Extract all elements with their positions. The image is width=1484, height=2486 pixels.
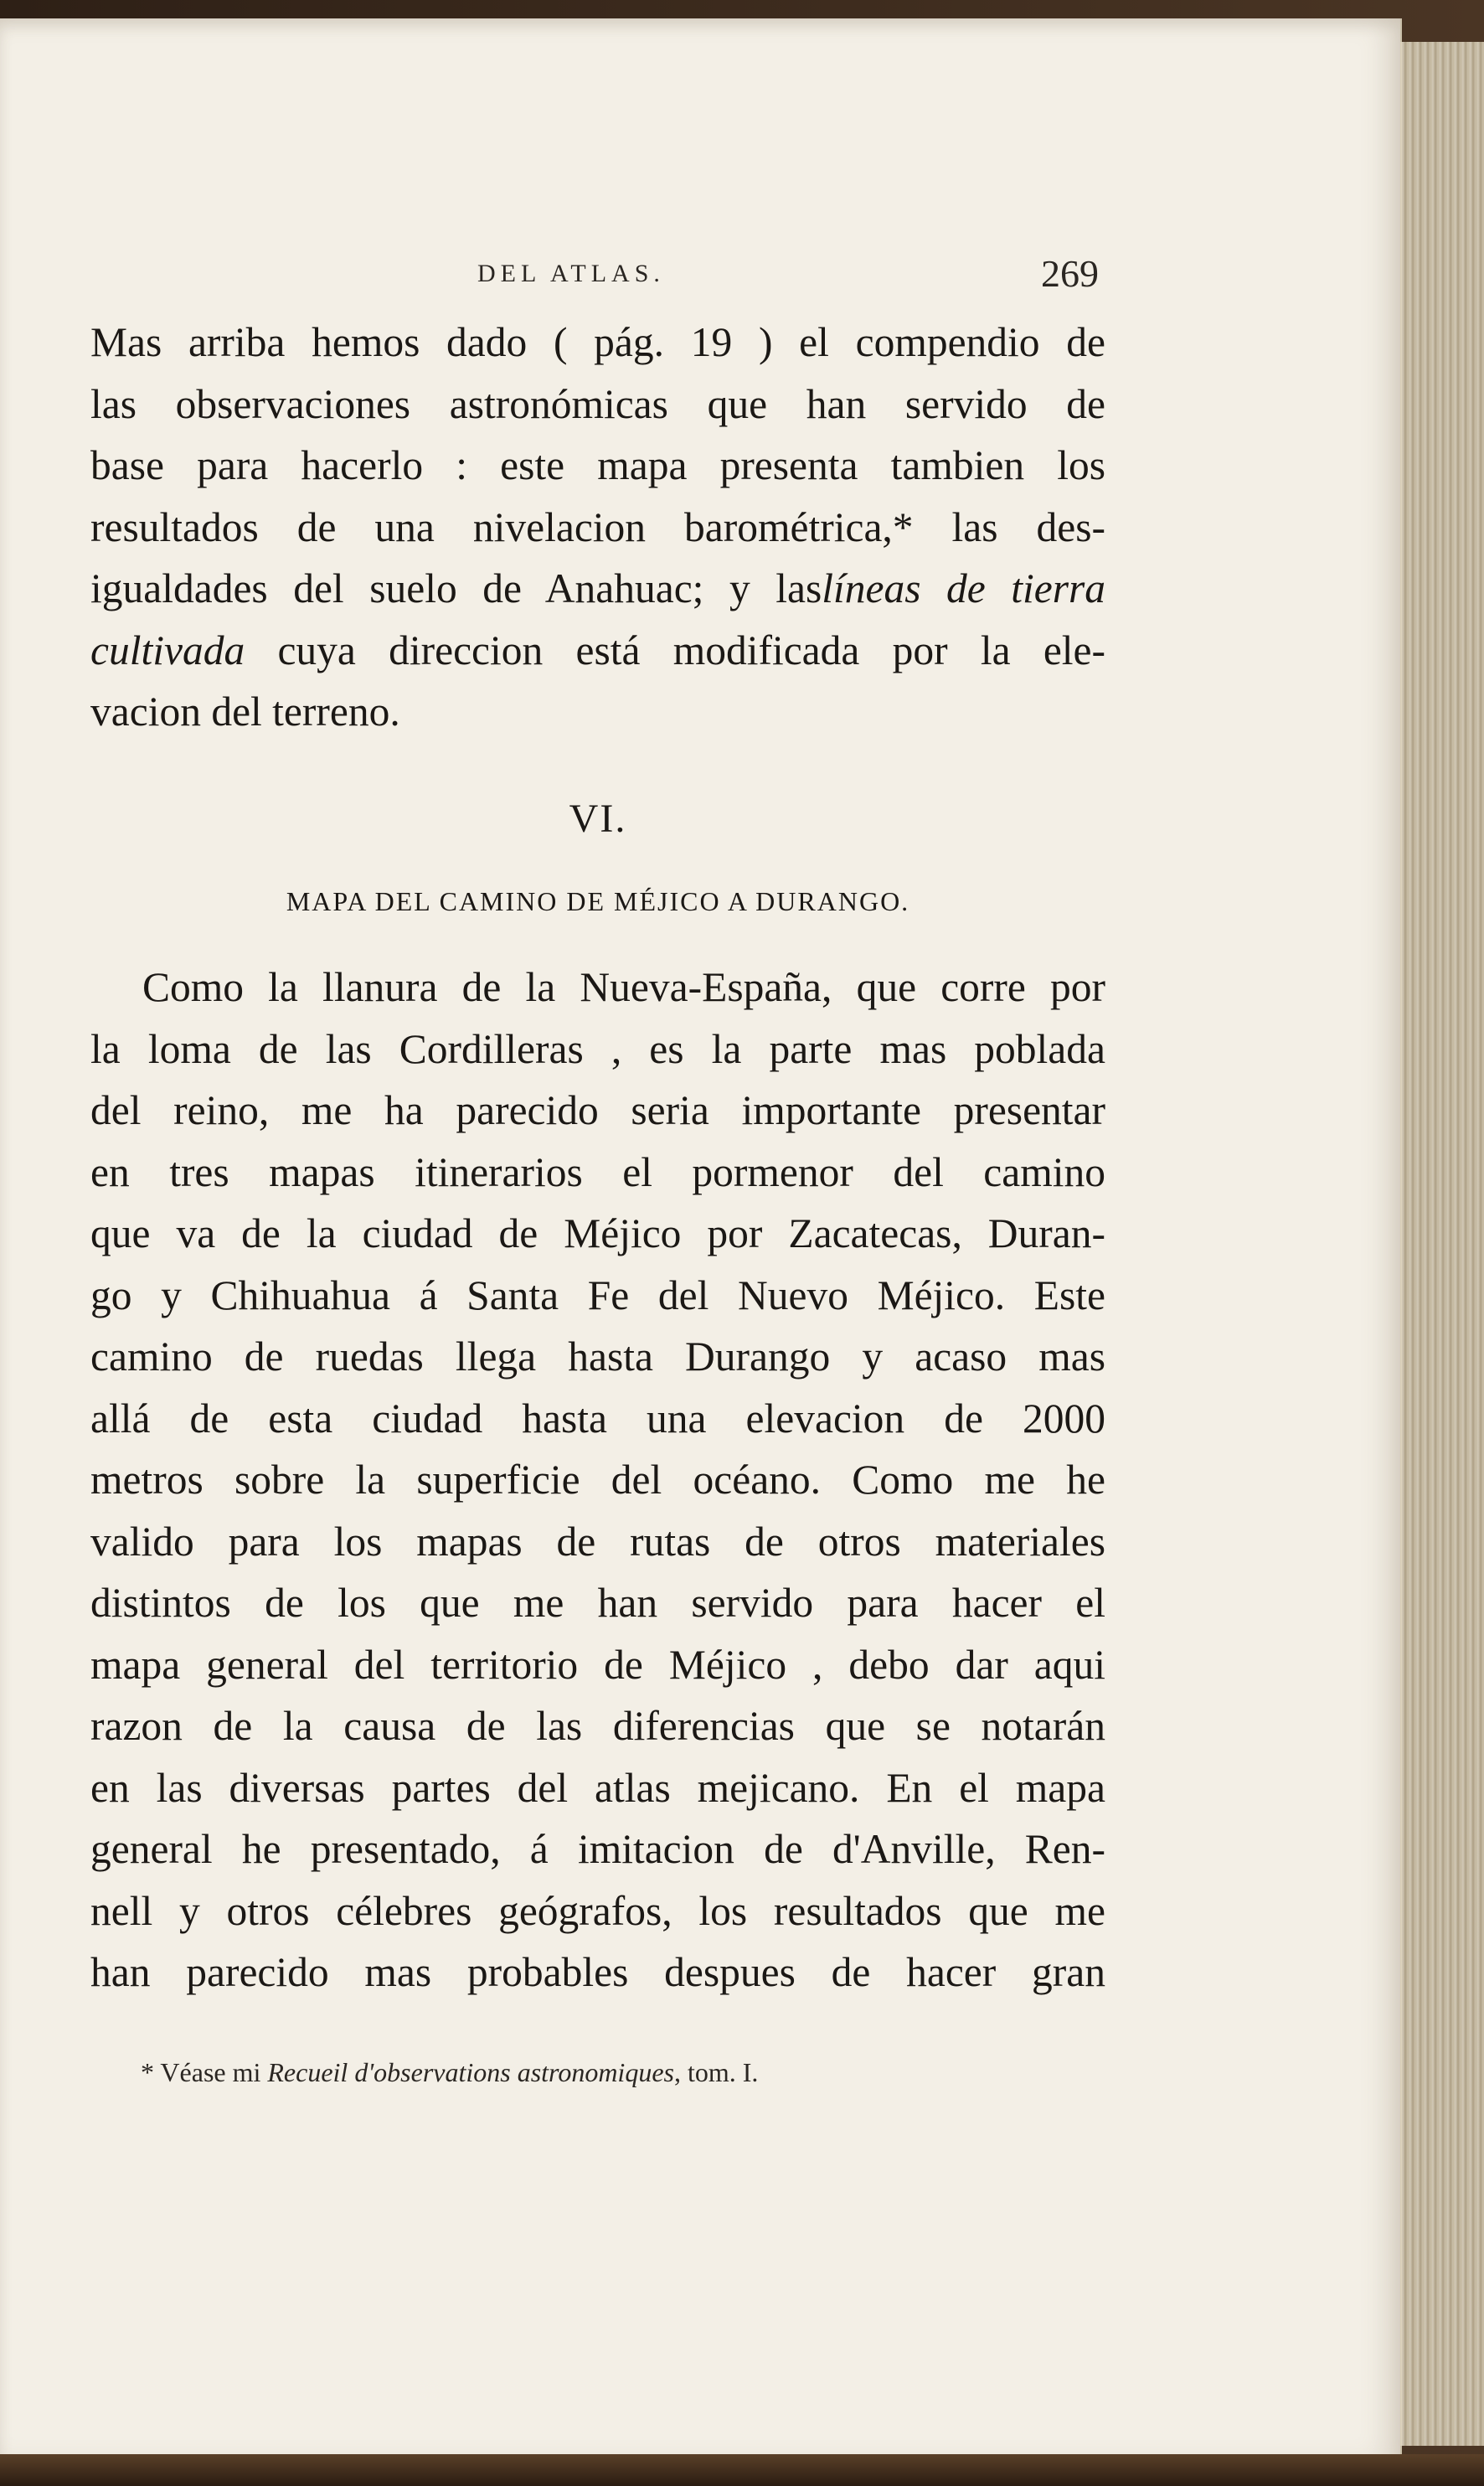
text-line: han parecido mas probables despues de hacer gran [90, 1949, 1105, 1995]
text-line: go y Chihuahua á Santa Fe del Nuevo Méjico. Este [90, 1271, 1105, 1318]
italic-term: líneas de tierra [822, 565, 1105, 611]
text-line: las observaciones astronómicas que han servido de [90, 380, 1105, 427]
text-segment: igualdades del suelo de Anahuac; y las [90, 565, 822, 611]
text-line: nell y otros célebres geógrafos, los resultados que me [90, 1887, 1105, 1934]
text-line: en las diversas partes del atlas mejicano. En el mapa [90, 1764, 1105, 1811]
running-head [90, 251, 1105, 302]
footnote-suffix: , tom. I. [673, 2057, 759, 2087]
paragraph-1 [90, 312, 1105, 743]
text-line: Mas arriba hemos dado ( pág. 19 ) el compendio de [90, 319, 1105, 365]
text-line: general he presentado, á imitacion de d'Anville, Ren- [90, 1826, 1105, 1872]
text-line: valido para los mapas de rutas de otros materiales [90, 1518, 1105, 1565]
text-line: allá de esta ciudad hasta una elevacion de 2000 [90, 1395, 1105, 1442]
text-line: del reino, me ha parecido seria importante presentar [90, 1087, 1105, 1133]
text-line: metros sobre la superficie del océano. Como me he [90, 1457, 1105, 1503]
page-number: 269 [1041, 252, 1099, 295]
text-line: camino de ruedas llega hasta Durango y acaso mas [90, 1333, 1105, 1380]
text-line [90, 558, 1105, 620]
book-binding [0, 2454, 1484, 2486]
text-line: mapa general del territorio de Méjico , debo dar aqui [90, 1641, 1105, 1688]
text-line: que va de la ciudad de Méjico por Zacatecas, Duran- [90, 1210, 1105, 1256]
text-line: resultados de una nivelacion barométrica,* las des- [90, 503, 1105, 550]
text-segment: cuya direccion está modificada por la ele- [245, 627, 1105, 673]
text-line: vacion del terreno. [90, 689, 400, 735]
text-line: razon de la causa de las diferencias que se notarán [90, 1703, 1105, 1749]
text-line: en tres mapas itinerarios el pormenor del camino [90, 1148, 1105, 1195]
text-line: distintos de los que me han servido para hacer el [90, 1580, 1105, 1626]
section-title: MAPA DEL CAMINO DE MÉJICO A DURANGO. [286, 886, 910, 916]
paragraph-2 [90, 957, 1105, 2004]
footnote [141, 2057, 1062, 2088]
text-line: Como la llanura de la Nueva-España, que corre por [142, 964, 1105, 1010]
text-line [90, 620, 1105, 682]
footnote-prefix: * Véase mi [141, 2057, 268, 2087]
italic-term: cultivada [90, 627, 245, 673]
running-head-title: DEL ATLAS. [477, 260, 665, 287]
text-line: la loma de las Cordilleras , es la parte mas poblada [90, 1025, 1105, 1072]
text-line: base para hacerlo : este mapa presenta tambien los [90, 442, 1105, 488]
page-edges [1400, 42, 1484, 2446]
section-number: VI. [569, 797, 627, 841]
footnote-italic-title: Recueil d'observations astronomiques [267, 2057, 674, 2087]
